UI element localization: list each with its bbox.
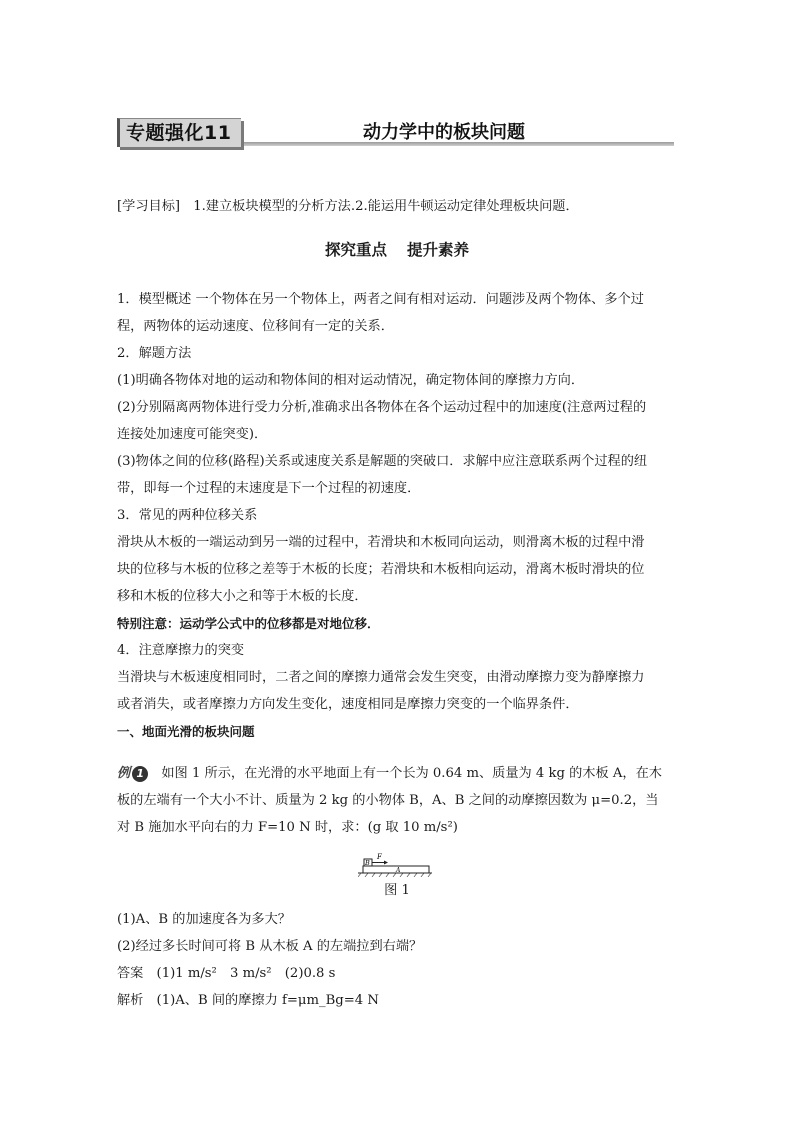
example-line bbox=[117, 765, 677, 783]
paragraph-line: 当滑块与木板速度相同时，二者之间的摩擦力通常会发生突变，由滑动摩擦力变为静摩擦力 bbox=[117, 670, 645, 685]
question-2: (2)经过多长时间可将 B 从木板 A 的左端拉到右端？ bbox=[117, 939, 423, 954]
question-1: (1)A、B 的加速度各为多大？ bbox=[117, 912, 291, 927]
example-number-badge: 1 bbox=[132, 766, 148, 782]
paragraph-line: (1)明确各物体对地的运动和物体间的相对运动情况，确定物体间的摩擦力方向． bbox=[117, 373, 585, 388]
ground-hatch bbox=[358, 873, 431, 877]
board-block-figure bbox=[358, 847, 432, 877]
label-b: B bbox=[365, 859, 370, 867]
label-f: F bbox=[377, 853, 382, 861]
paragraph-line: (2)分别隔离两物体进行受力分析,准确求出各物体在各个运动过程中的加速度(注意两过程的 bbox=[117, 400, 647, 415]
paragraph-line: 1．模型概述 一个物体在另一个物体上，两者之间有相对运动．问题涉及两个物体、多个过 bbox=[117, 292, 644, 307]
paragraph-line: 块的位移与木板的位移之差等于木板的长度；若滑块和木板相向运动，滑离木板时滑块的位 bbox=[117, 562, 645, 577]
heading-methods: 2．解题方法 bbox=[117, 346, 192, 361]
force-arrowhead bbox=[384, 861, 388, 865]
paragraph-line: (3)物体之间的位移(路程)关系或速度关系是解题的突破口．求解中应注意联系两个过程的纽 bbox=[117, 454, 648, 469]
example-line: 对 B 施加水平向右的力 F=10 N 时，求：(g 取 10 m/s²) bbox=[117, 820, 458, 835]
header-band bbox=[117, 118, 674, 148]
section-heading-part2: 提升素养 bbox=[407, 241, 470, 259]
paragraph-line: 滑块从木板的一端运动到另一端的过程中，若滑块和木板同向运动，则滑离木板的过程中滑 bbox=[117, 535, 645, 550]
topic-label: 专题强化11 bbox=[117, 118, 241, 147]
paragraph-line: 连接处加速度可能突变)． bbox=[117, 427, 268, 442]
paragraph-line: 带，即每一个过程的末速度是下一个过程的初速度． bbox=[117, 481, 421, 496]
paragraph-line: 或者消失，或者摩擦力方向发生变化，速度相同是摩擦力突变的一个临界条件． bbox=[117, 697, 579, 712]
section-heading-part1: 探究重点 bbox=[324, 241, 387, 259]
answer-line: 答案 (1)1 m/s² 3 m/s² (2)0.8 s bbox=[117, 966, 336, 981]
analysis-line: 解析 (1)A、B 间的摩擦力 f=μm_Bg=4 N bbox=[117, 993, 379, 1008]
page-title: 动力学中的板块问题 bbox=[363, 122, 525, 143]
example-text: 如图 1 所示，在光滑的水平地面上有一个长为 0.64 m、质量为 4 kg 的木板 A，在木 bbox=[148, 766, 662, 781]
label-a: A bbox=[396, 867, 401, 874]
paragraph-line: 移和木板的位移大小之和等于木板的长度． bbox=[117, 589, 368, 604]
learning-objectives: [学习目标] 1.建立板块模型的分析方法.2.能运用牛顿运动定律处理板块问题． bbox=[117, 199, 579, 214]
subsection-heading: 一、地面光滑的板块问题 bbox=[117, 724, 255, 739]
section-heading bbox=[0, 239, 794, 261]
special-note: 特别注意：运动学公式中的位移都是对地位移． bbox=[117, 616, 380, 631]
figure-caption: 图 1 bbox=[384, 883, 410, 898]
example-word: 例 bbox=[117, 766, 131, 781]
heading-displacement: 3．常见的两种位移关系 bbox=[117, 508, 258, 523]
example-line: 板的左端有一个大小不计、质量为 2 kg 的小物体 B，A、B 之间的动摩擦因数为 μ=0.2，当 bbox=[117, 793, 659, 808]
paragraph-line: 程，两物体的运动速度、位移间有一定的关系． bbox=[117, 319, 394, 334]
heading-friction: 4．注意摩擦力的突变 bbox=[117, 643, 245, 658]
